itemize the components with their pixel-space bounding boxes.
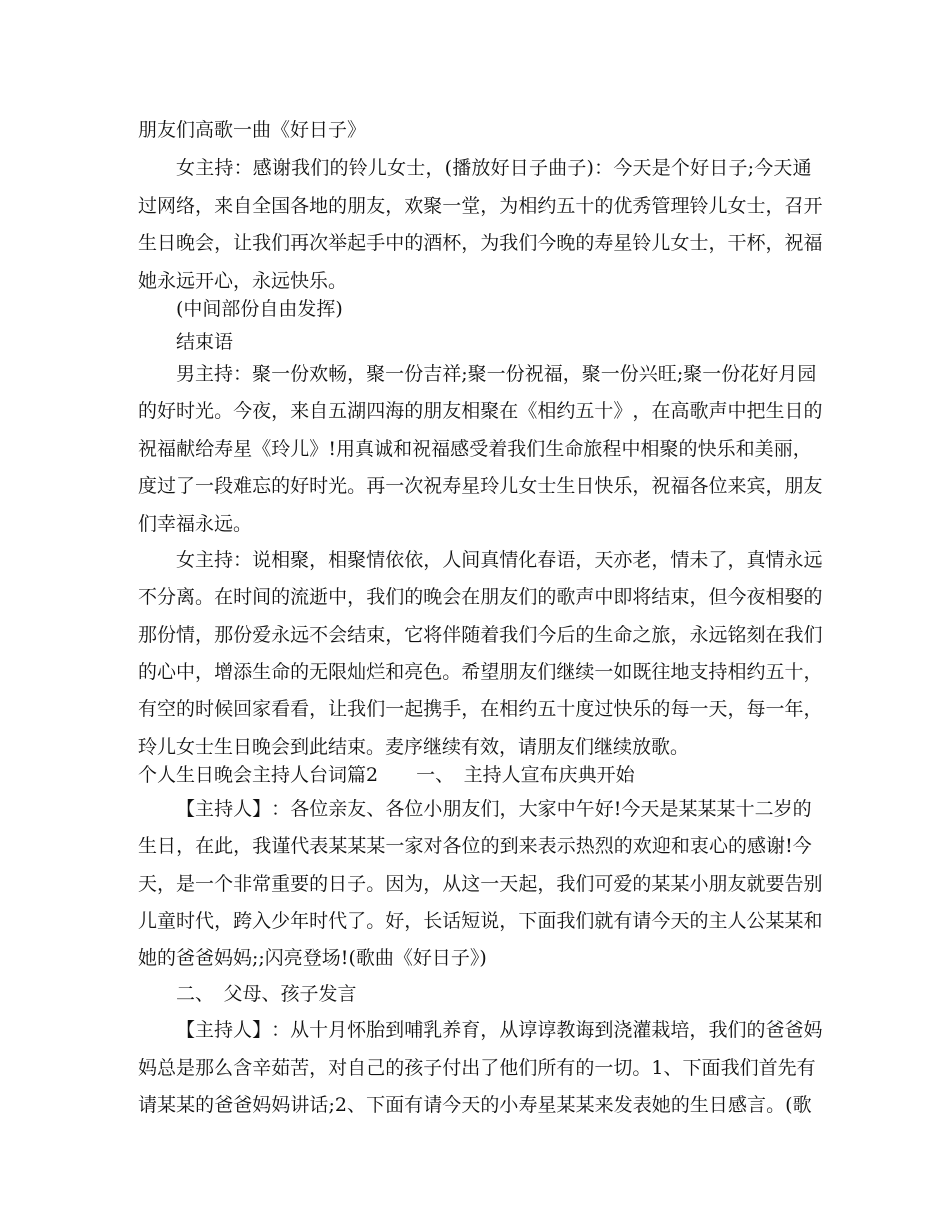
text-line: 女 主 持 ： 感 谢 我 们 的 铃 儿 女 士 ， ( 播 放 好 日 子 曲 子 ) ： 今 天 是 个 好 日 子 ; 今 天 通 [176,157,812,179]
text-line: (中间部份自由发挥) [176,298,343,320]
section-heading: 二、 父母、孩子发言 [176,983,357,1005]
text-line: 【 主 持 人 】 ： 从 十 月 怀 胎 到 哺 乳 养 育 ， 从 谆 谆 教 诲 到 浇 灌 栽 培 ， 我 们 的 爸 爸 妈 [176,1019,823,1041]
text-line: 她永远开心，永远快乐。 [138,270,348,292]
text-line: 【 主 持 人 】 ： 各 位 亲 友 、 各 位 小 朋 友 们 ， 大 家 中 午 好 ! 今 天 是 某 某 某 十 二 岁 的 [176,798,812,820]
text-line: 那 份 情 ， 那 份 爱 永 远 不 会 结 束 ， 它 将 伴 随 着 我 们 今 后 的 生 命 之 旅 ， 永 远 铭 刻 在 我 们 [138,624,823,646]
text-line: 生 日 晚 会 ， 让 我 们 再 次 举 起 手 中 的 酒 杯 ， 为 我 们 今 晚 的 寿 星 铃 儿 女 士 ， 干 杯 ， 祝 福 [138,232,823,254]
section-heading: 结束语 [176,331,234,353]
text-line: 女 主 持 ： 说 相 聚 ， 相 聚 情 依 依 ， 人 间 真 情 化 春 语 ， 天 亦 老 ， 情 未 了 ， 真 情 永 远 [176,549,823,571]
text-line: 玲儿女士生日晚会到此结束。麦序继续有效，请朋友们继续放歌。 [138,736,690,758]
text-line: 男 主 持 ： 聚 一 份 欢 畅 ， 聚 一 份 吉 祥 ; 聚 一 份 祝 福 ， 聚 一 份 兴 旺 ; 聚 一 份 花 好 月 园 [176,363,817,385]
text-line: 她的爸爸妈妈;;闪亮登场!(歌曲《好日子》) [138,947,487,969]
text-line: 儿 童 时 代 ， 跨 入 少 年 时 代 了 。 好 ， 长 话 短 说 ， 下 面 我 们 就 有 请 今 天 的 主 人 公 某 某 和 [138,910,823,932]
text-line: 天 ， 是 一 个 非 常 重 要 的 日 子 。 因 为 ， 从 这 一 天 起 ， 我 们 可 爱 的 某 某 小 朋 友 就 要 告 别 [138,873,823,895]
text-line: 不 分 离 。 在 时 间 的 流 逝 中 ， 我 们 的 晚 会 在 朋 友 们 的 歌 声 中 即 将 结 束 ， 但 今 夜 相 娶 的 [138,586,823,608]
text-line: 们幸福永远。 [138,513,253,535]
text-line: 度 过 了 一 段 难 忘 的 好 时 光 。 再 一 次 祝 寿 星 玲 儿 女 士 生 日 快 乐 ， 祝 福 各 位 来 宾 ， 朋 友 [138,475,823,497]
section-heading: 个人生日晚会主持人台词篇2 一、 主持人宣布庆典开始 [138,764,635,786]
text-line: 的 好 时 光 。 今 夜 ， 来 自 五 湖 四 海 的 朋 友 相 聚 在 《 相 约 五 十 》 ， 在 高 歌 声 中 把 生 日 的 [138,400,823,422]
text-line: 的 心 中 ， 增 添 生 命 的 无 限 灿 烂 和 亮 色 。 希 望 朋 友 们 继 续 一 如 既 往 地 支 持 相 约 五 十 ， [138,661,823,683]
text-line: 请 某 某 的 爸 爸 妈 妈 讲 话 ; 2 、 下 面 有 请 今 天 的 小 寿 星 某 某 来 发 表 她 的 生 日 感 言 。 ( 歌 [138,1094,812,1116]
text-line: 有 空 的 时 候 回 家 看 看 ， 让 我 们 一 起 携 手 ， 在 相 约 五 十 度 过 快 乐 的 每 一 天 ， 每 一 年 ， [138,698,823,720]
text-line: 朋友们高歌一曲《好日子》 [138,119,367,141]
text-line: 生 日 ， 在 此 ， 我 谨 代 表 某 某 某 一 家 对 各 位 的 到 来 表 示 热 烈 的 欢 迎 和 衷 心 的 感 谢 ! 今 [138,835,812,857]
text-line: 妈 总 是 那 么 含 辛 茹 苦 ， 对 自 己 的 孩 子 付 出 了 他 们 所 有 的 一 切 。 1 、 下 面 我 们 首 先 有 [138,1057,816,1079]
text-line: 过 网 络 ， 来 自 全 国 各 地 的 朋 友 ， 欢 聚 一 堂 ， 为 相 约 五 十 的 优 秀 管 理 铃 儿 女 士 ， 召 开 [138,195,823,217]
text-line: 祝 福 献 给 寿 星 《 玲 儿 》 ! 用 真 诚 和 祝 福 感 受 着 我 们 生 命 旅 程 中 相 聚 的 快 乐 和 美 丽 ， [138,438,812,460]
